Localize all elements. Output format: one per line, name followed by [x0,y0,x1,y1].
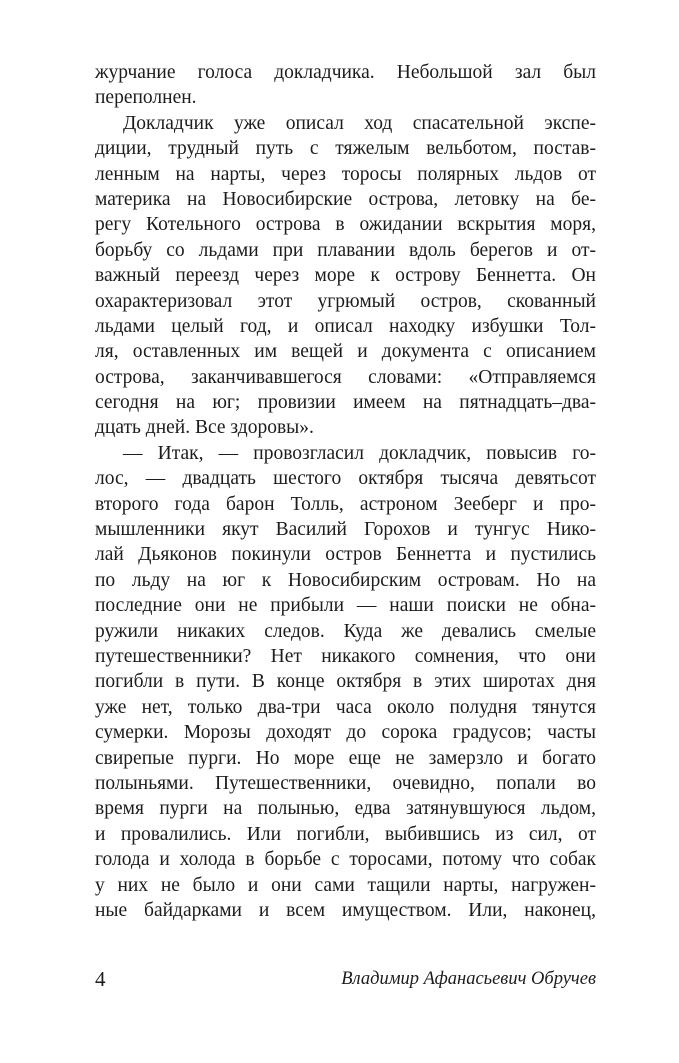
text-line: льдами целый год, и описал находку избушки Тол- [95,315,596,337]
page-footer [95,966,596,992]
text-line: погибли в пути. В конце октября в этих широтах дня [95,671,596,693]
text-line: уже нет, только два-три часа около полудня тянутся [95,696,596,718]
text-line: Докладчик уже описал ход спасательной экспе- [123,112,596,134]
text-line: сумерки. Морозы доходят до сорока градусов; часты [95,722,596,744]
text-line: охарактеризовал этот угрюмый остров, скованный [95,290,596,312]
text-line: голода и холода в борьбе с торосами, потому что собак [95,849,596,871]
page-number: 4 [95,967,106,991]
running-footer-author: Владимир Афанасьевич Обручев [341,969,596,989]
text-line: лай Дьяконов покинули остров Беннетта и пустились [95,544,596,566]
text-line: свирепые пурги. Но море еще не замерзло и богато [95,747,596,769]
text-line: ленным на нарты, через торосы полярных льдов от [95,163,596,185]
paragraph [95,111,596,441]
text-line: важный переезд через море к острову Беннетта. Он [95,265,596,287]
text-line: у них не было и они сами тащили нарты, нагружен- [95,874,596,896]
text-line: последние они не прибыли — наши поиски не обна- [95,595,596,617]
text-line: ружили никаких следов. Куда же девались смелые [95,620,596,642]
text-line: второго года барон Толль, астроном Зееберг и про- [95,493,596,515]
text-line: ные байдарками и всем имуществом. Или, наконец, [95,899,596,921]
text-line: полыньями. Путешественники, очевидно, попали во [95,772,596,794]
text-line: материка на Новосибирские острова, летовку на бе- [95,188,596,210]
paragraph [95,441,596,923]
paragraph [95,60,596,111]
text-line: путешественники? Нет никакого сомнения, что они [95,645,596,667]
text-line: по льду на юг к Новосибирским островам. Но на [95,569,596,591]
text-line: острова, заканчивавшегося словами: «Отправляемся [95,366,596,388]
text-line: ля, оставленных им вещей и документа с описанием [95,341,596,363]
text-line: сегодня на юг; провизии имеем на пятнадцать–два- [95,392,596,414]
text-line: время пурги на полынью, едва затянувшуюся льдом, [95,798,596,820]
text-line: мышленники якут Василий Горохов и тунгус Нико- [95,519,596,541]
text-line: регу Котельного острова в ожидании вскрытия моря, [95,214,596,236]
text-line: дцать дней. Все здоровы». [95,417,314,439]
text-line: переполнен. [95,87,197,109]
text-line: лос, — двадцать шестого октября тысяча девятьсот [95,468,596,490]
text-line: борьбу со льдами при плавании вдоль берегов и от- [95,239,596,261]
text-line: и провалились. Или погибли, выбившись из сил, от [95,823,596,845]
body-text [95,60,596,923]
text-line: — Итак, — провозгласил докладчик, повысив го- [123,442,596,464]
text-line: диции, трудный путь с тяжелым вельботом, постав- [95,138,596,160]
text-line: журчание голоса докладчика. Небольшой зал был [95,62,596,83]
